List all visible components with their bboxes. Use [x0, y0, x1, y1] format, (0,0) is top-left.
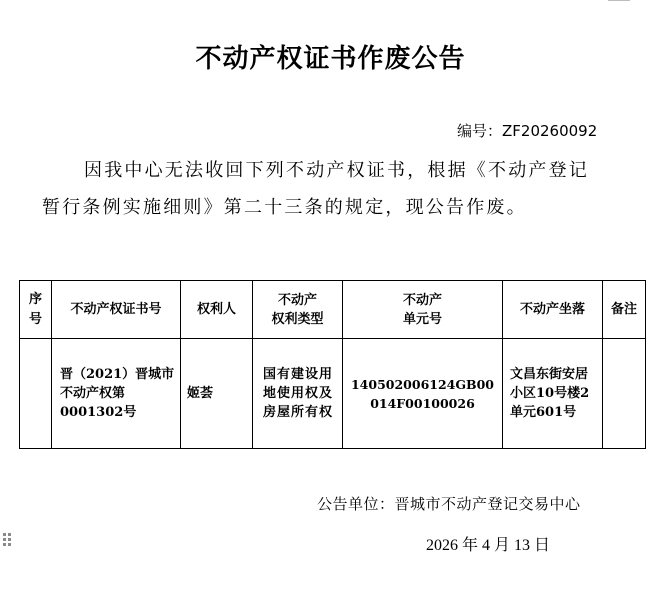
paragraph-line-1: 因我中心无法收回下列不动产权证书，根据《不动产登记 [84, 160, 589, 181]
header-unit-no: 不动产 单元号 [343, 281, 503, 339]
header-location: 不动产坐落 [503, 281, 603, 339]
paragraph-line-2: 暂行条例实施细则》第二十三条的规定，现公告作废。 [42, 197, 527, 218]
certificate-table [19, 280, 646, 449]
issue-date: 2026 年 4 月 13 日 [426, 537, 551, 554]
header-right-type: 不动产 权利类型 [253, 281, 343, 339]
header-holder: 权利人 [181, 281, 253, 339]
page-title: 不动产权证书作废公告 [195, 44, 466, 74]
cell-index [20, 339, 52, 449]
cell-right-type: 国有建设用地使用权及房屋所有权 [253, 339, 343, 449]
cell-remarks [603, 339, 646, 449]
table-row [20, 339, 646, 449]
cell-holder: 姬荟 [181, 339, 253, 449]
header-remarks: 备注 [603, 281, 646, 339]
top-rule [608, 0, 630, 1]
notice-paragraph [42, 152, 622, 226]
cell-location: 文昌东街安居小区10号楼2单元601号 [503, 339, 603, 449]
drag-handle-icon[interactable] [3, 533, 13, 549]
document-number: 编号：ZF20260092 [457, 122, 598, 140]
cell-unit-no: 140502006124GB00014F00100026 [343, 339, 503, 449]
table-header-row [20, 281, 646, 339]
header-index: 序号 [20, 281, 52, 339]
header-cert-no: 不动产权证书号 [52, 281, 181, 339]
issuer-signature: 公告单位：晋城市不动产登记交易中心 [317, 495, 581, 513]
cell-cert-no: 晋（2021）晋城市不动产权第0001302号 [52, 339, 181, 449]
